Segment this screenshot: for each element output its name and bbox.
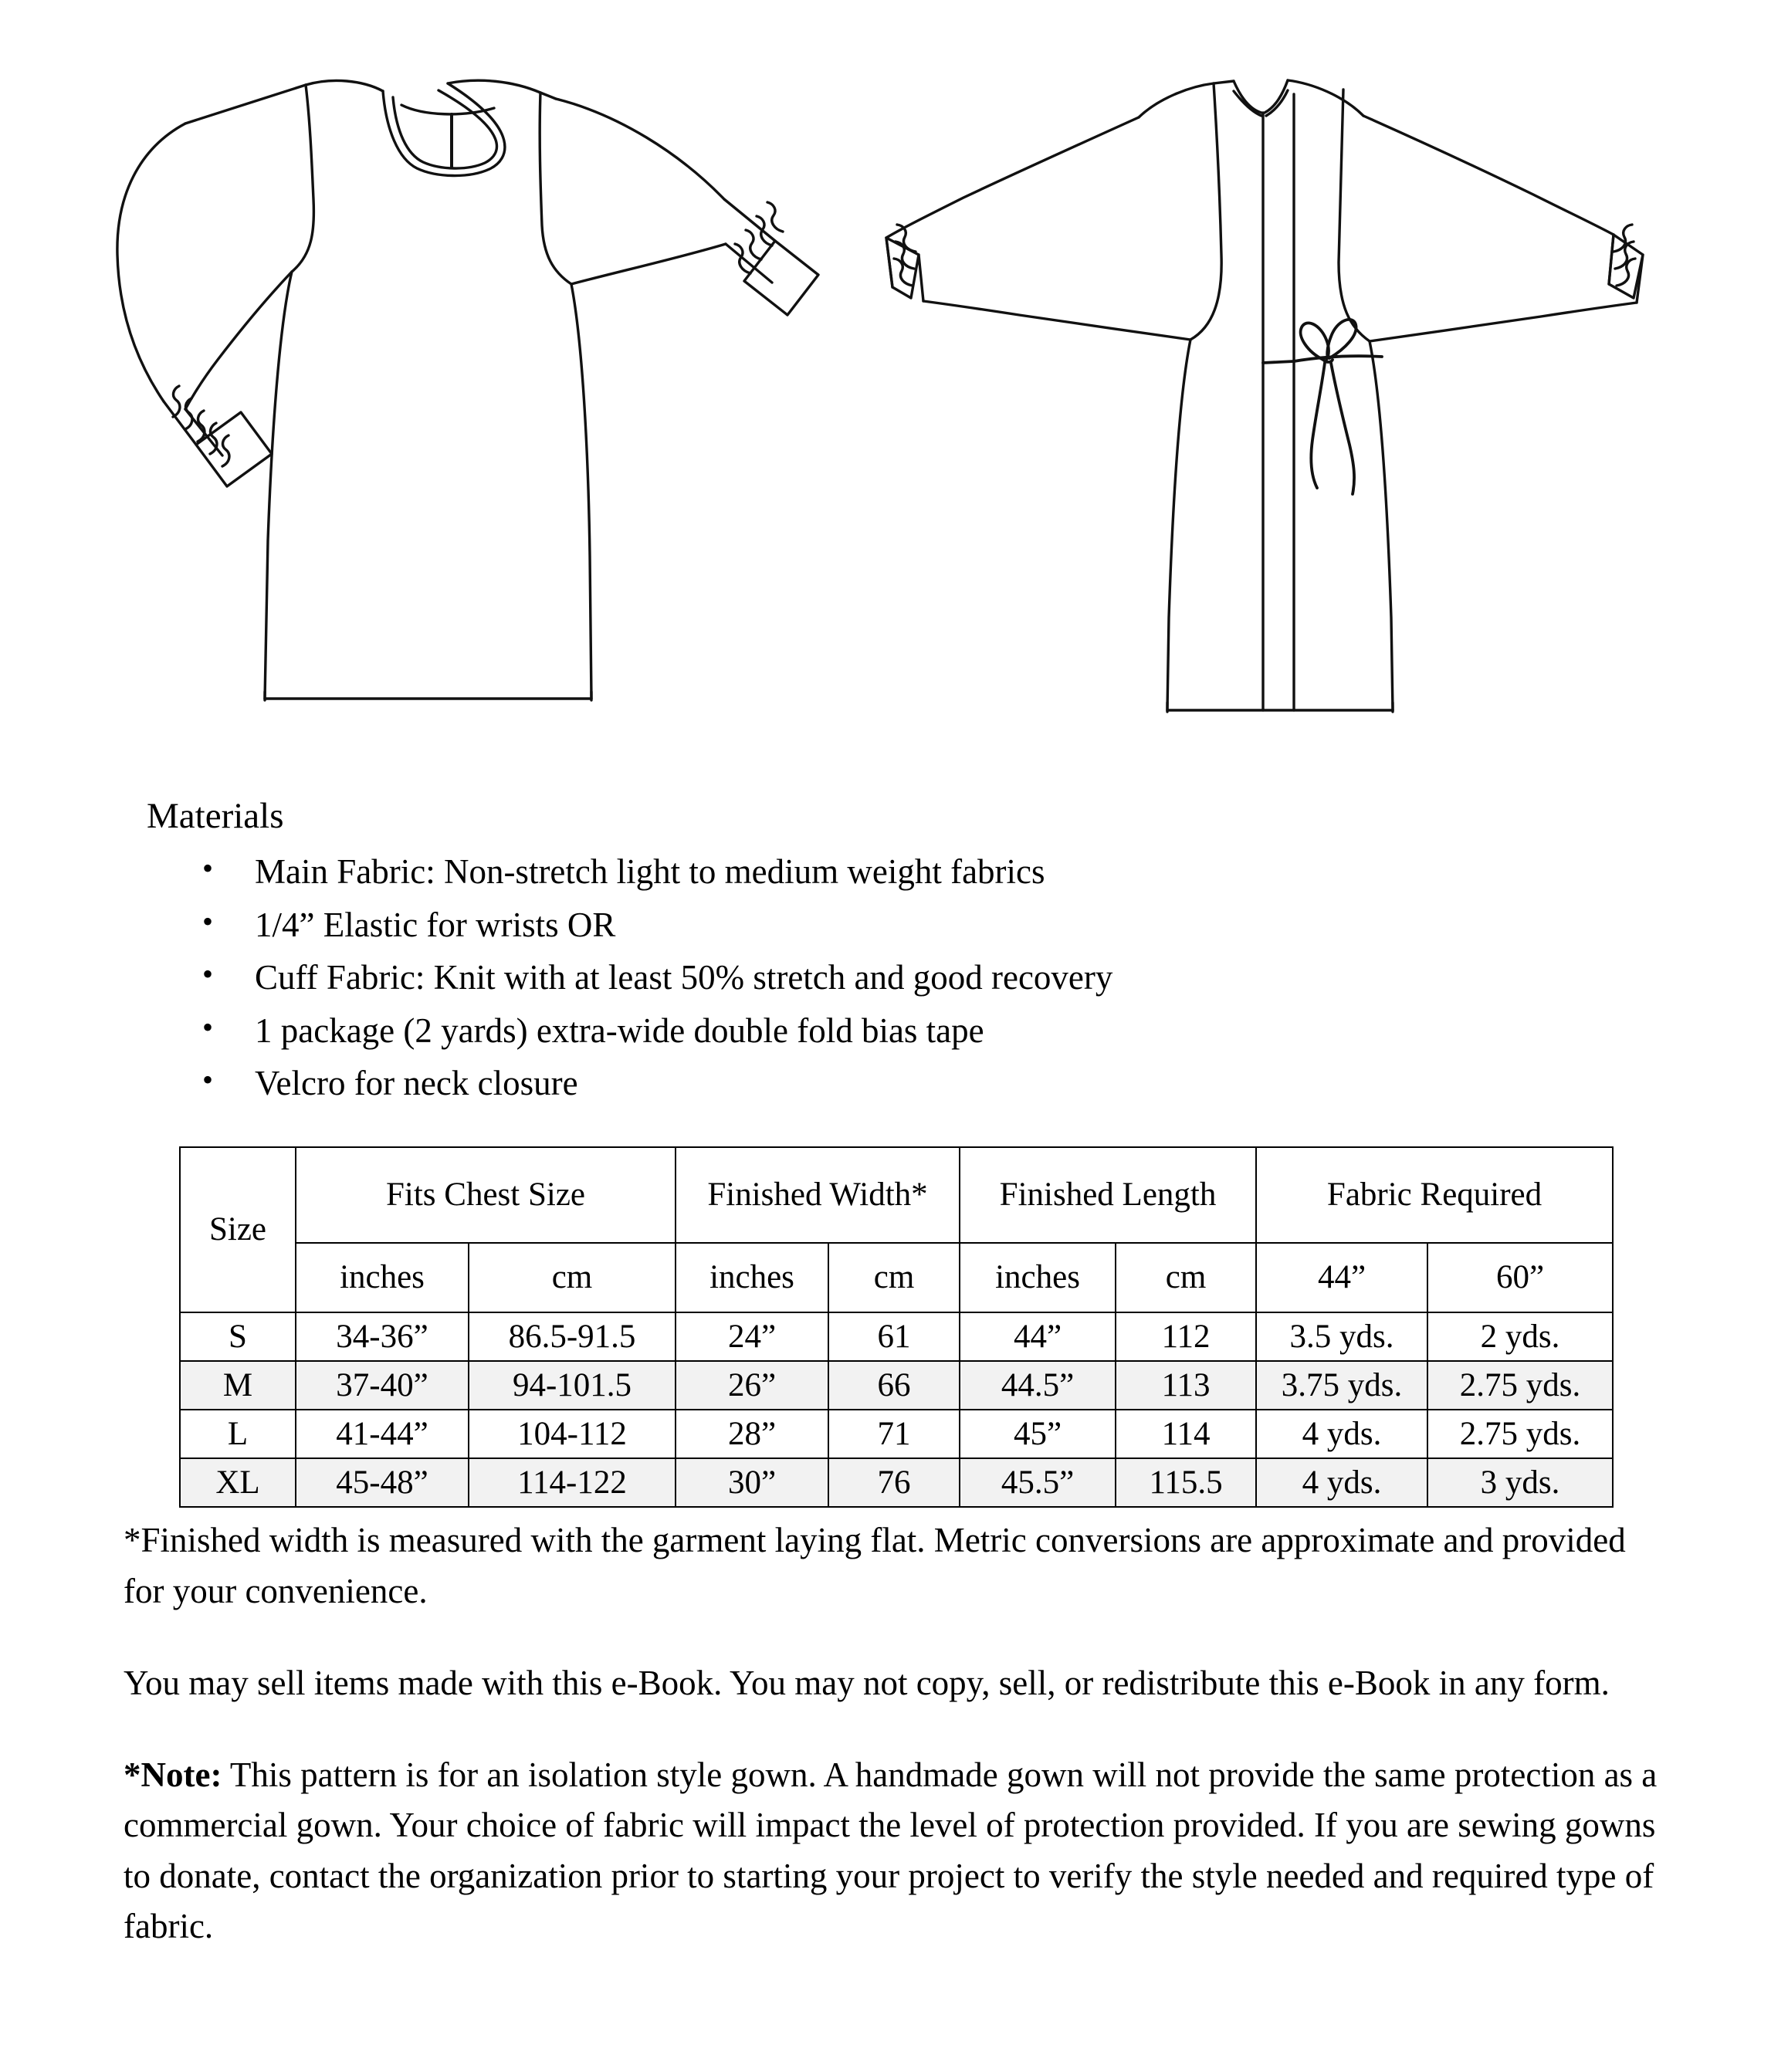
cell-length-cm: 114 — [1116, 1410, 1256, 1458]
bullet-icon: • — [202, 851, 214, 886]
list-item — [0, 845, 1788, 898]
cell-size: L — [180, 1410, 296, 1458]
cell-length-inches: 44” — [960, 1312, 1116, 1361]
cell-chest-cm: 86.5-91.5 — [469, 1312, 676, 1361]
list-item — [0, 1004, 1788, 1057]
table-header-chest: Fits Chest Size — [296, 1147, 676, 1243]
cell-chest-inches: 41-44” — [296, 1410, 469, 1458]
list-item-label: Main Fabric: Non-stretch light to medium weight fabrics — [255, 852, 1045, 892]
list-item — [0, 1057, 1788, 1109]
document-body — [0, 795, 1788, 1952]
waist-tie-bow — [1263, 320, 1382, 494]
cell-width-cm: 76 — [828, 1458, 960, 1507]
cell-length-inches: 44.5” — [960, 1361, 1116, 1410]
cell-size: M — [180, 1361, 296, 1410]
table-row — [180, 1458, 1613, 1507]
table-subheader-chest-inches: inches — [296, 1243, 469, 1312]
cell-length-cm: 113 — [1116, 1361, 1256, 1410]
table-header-finished-length: Finished Length — [960, 1147, 1256, 1243]
cell-chest-inches: 45-48” — [296, 1458, 469, 1507]
gown-back-technical-drawing — [886, 80, 1643, 712]
table-subheader-fabric-44: 44” — [1256, 1243, 1427, 1312]
note-body: This pattern is for an isolation style gown. A handmade gown will not provide the same protection as a commercial gown. Your choice of fabric will impact the level of protection provided. If you are sewing gowns to donate, contact the organization prior to starting your project to verify the style needed and required type of fabric. — [124, 1755, 1658, 1945]
cell-width-inches: 26” — [676, 1361, 828, 1410]
cell-fabric-44: 4 yds. — [1256, 1410, 1427, 1458]
materials-heading: Materials — [147, 796, 284, 836]
list-item-label: 1 package (2 yards) extra-wide double fold bias tape — [255, 1011, 984, 1050]
cell-fabric-44: 4 yds. — [1256, 1458, 1427, 1507]
cell-chest-inches: 37-40” — [296, 1361, 469, 1410]
list-item — [0, 899, 1788, 951]
bullet-icon: • — [202, 1062, 214, 1098]
cell-chest-inches: 34-36” — [296, 1312, 469, 1361]
cell-length-cm: 112 — [1116, 1312, 1256, 1361]
cell-chest-cm: 114-122 — [469, 1458, 676, 1507]
cell-fabric-60: 3 yds. — [1427, 1458, 1613, 1507]
cell-fabric-60: 2.75 yds. — [1427, 1361, 1613, 1410]
cell-width-inches: 28” — [676, 1410, 828, 1458]
table-subheader-width-inches: inches — [676, 1243, 828, 1312]
note-paragraph — [0, 1750, 1788, 1952]
size-chart-table — [179, 1146, 1614, 1508]
cell-chest-cm: 94-101.5 — [469, 1361, 676, 1410]
cell-width-cm: 61 — [828, 1312, 960, 1361]
cell-fabric-60: 2.75 yds. — [1427, 1410, 1613, 1458]
table-subheader-length-inches: inches — [960, 1243, 1116, 1312]
table-subheader-length-cm: cm — [1116, 1243, 1256, 1312]
list-item-label: 1/4” Elastic for wrists OR — [255, 905, 616, 944]
table-subheader-fabric-60: 60” — [1427, 1243, 1613, 1312]
cell-fabric-44: 3.5 yds. — [1256, 1312, 1427, 1361]
cell-width-cm: 71 — [828, 1410, 960, 1458]
gown-illustrations — [0, 0, 1788, 795]
table-row — [180, 1361, 1613, 1410]
table-subheader-width-cm: cm — [828, 1243, 960, 1312]
cell-fabric-44: 3.75 yds. — [1256, 1361, 1427, 1410]
list-item — [0, 951, 1788, 1004]
license-paragraph: You may sell items made with this e-Book. You may not copy, sell, or redistribute this e-Book in any form. — [124, 1663, 1610, 1702]
cell-length-cm: 115.5 — [1116, 1458, 1256, 1507]
table-subheader-chest-cm: cm — [469, 1243, 676, 1312]
table-header-fabric-required: Fabric Required — [1256, 1147, 1613, 1243]
cell-size: XL — [180, 1458, 296, 1507]
table-row — [180, 1312, 1613, 1361]
cell-width-cm: 66 — [828, 1361, 960, 1410]
cell-width-inches: 24” — [676, 1312, 828, 1361]
bullet-icon: • — [202, 1009, 214, 1044]
cell-length-inches: 45.5” — [960, 1458, 1116, 1507]
note-label: *Note: — [124, 1755, 222, 1795]
list-item-label: Cuff Fabric: Knit with at least 50% stretch and good recovery — [255, 958, 1113, 997]
finished-width-footnote: *Finished width is measured with the garment laying flat. Metric conversions are approximate and provided for your convenience. — [124, 1521, 1626, 1610]
cell-length-inches: 45” — [960, 1410, 1116, 1458]
materials-list — [0, 845, 1788, 1109]
cell-fabric-60: 2 yds. — [1427, 1312, 1613, 1361]
table-header-finished-width: Finished Width* — [676, 1147, 960, 1243]
bullet-icon: • — [202, 956, 214, 992]
cell-size: S — [180, 1312, 296, 1361]
table-header-size: Size — [180, 1147, 296, 1312]
cell-width-inches: 30” — [676, 1458, 828, 1507]
gown-front-technical-drawing — [117, 80, 818, 700]
table-row — [180, 1410, 1613, 1458]
bullet-icon: • — [202, 903, 214, 939]
cell-chest-cm: 104-112 — [469, 1410, 676, 1458]
list-item-label: Velcro for neck closure — [255, 1064, 578, 1103]
